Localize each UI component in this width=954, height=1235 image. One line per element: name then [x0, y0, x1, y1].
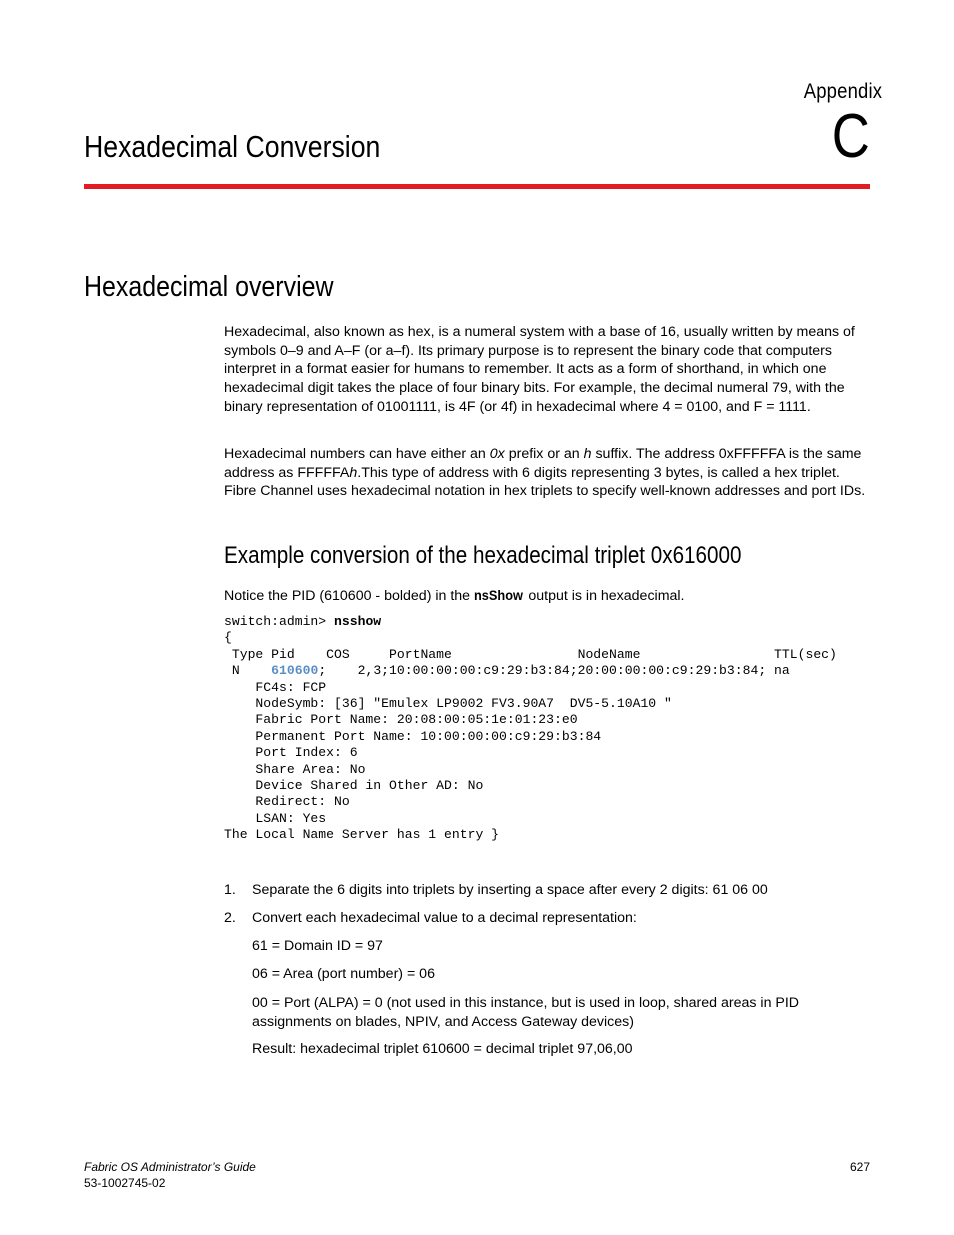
p2-text-e: suffix. The address 0xFFFFFA is the same address as FFFFFA	[224, 446, 862, 481]
appendix-letter: C	[831, 102, 870, 171]
nsshow-command-name: nsShow	[474, 588, 523, 604]
code-prompt: switch:admin>	[224, 614, 335, 629]
p3-text-a: Notice the PID (610600 - bolded) in the	[224, 588, 475, 604]
code-line-lsan: LSAN: Yes	[224, 810, 327, 826]
step-2-area: 06 = Area (port number) = 06	[252, 966, 435, 982]
overview-paragraph-1: Hexadecimal, also known as hex, is a numeral system with a base of 16, usually written by means of symbols 0–9 and A–F (or a–f). Its primary purpose is to represent the binary code that computers interpret in a format easier for humans to remember. It acts as a form of shorthand, in which one hexadecimal digit takes the place of four binary bits. For example, the decimal numeral 79, with the binary representation of 01001111, is 4F (or 4f) in hexadecimal where 4 = 0100, and F = 1111.	[224, 324, 855, 415]
pid-notice-paragraph	[224, 587, 872, 606]
code-line-row	[224, 663, 837, 679]
code-line-fc4s: FC4s: FCP	[224, 679, 327, 695]
step-1-text: Separate the 6 digits into triplets by inserting a space after every 2 digits: 61 06 00	[252, 882, 768, 898]
code-line-port-index: Port Index: 6	[224, 745, 358, 761]
step-2-result: Result: hexadecimal triplet 610600 = decimal triplet 97,06,00	[252, 1041, 633, 1057]
code-line-fabric-port: Fabric Port Name: 20:08:00:05:1e:01:23:e0	[224, 712, 578, 728]
p2-suffix-h: h	[583, 446, 592, 462]
chapter-title: Hexadecimal Conversion	[84, 129, 381, 164]
code-row-pid: 610600	[271, 663, 319, 679]
footer-doc-info	[84, 1160, 256, 1191]
p2-prefix-0x: 0x	[489, 446, 505, 462]
code-row-rest: ; 2,3;10:00:00:00:c9:29:b3:84;20:00:00:00:c9:29:b3:84; na	[318, 663, 790, 679]
p2-text-g: .This type of address with 6 digits representing 3 bytes, is called a hex triplet. Fibre Channel uses hexadecimal notation in hex triplets to specify well-known addresses and port IDs.	[224, 464, 866, 500]
footer-guide-title: Fabric OS Administrator’s Guide	[84, 1160, 256, 1174]
p2-text-a: Hexadecimal numbers can have either an	[224, 446, 490, 462]
step-2-number: 2.	[224, 910, 236, 926]
code-line-header: Type Pid COS PortName NodeName TTL(sec)	[224, 646, 837, 662]
code-line-nodesymb: NodeSymb: [36] "Emulex LP9002 FV3.90A7 DV5-5.10A10 "	[224, 695, 672, 711]
p3-text-b: output is in hexadecimal.	[524, 588, 685, 604]
code-line-prompt	[224, 614, 837, 630]
code-line-end: The Local Name Server has 1 entry }	[224, 827, 500, 843]
title-rule	[84, 184, 870, 189]
code-line-redirect: Redirect: No	[224, 794, 350, 810]
p2-text-c: prefix or an	[504, 446, 584, 462]
step-1-number: 1.	[224, 882, 236, 898]
step-2-text: Convert each hexadecimal value to a decimal representation:	[252, 910, 637, 926]
code-row-prefix: N	[224, 663, 272, 679]
overview-paragraph-2	[224, 445, 872, 501]
p2-suffix-h-2: h	[349, 464, 358, 481]
appendix-label: Appendix	[803, 80, 882, 103]
section-title: Hexadecimal overview	[84, 271, 334, 303]
nsshow-code-block	[224, 614, 837, 843]
step-2-port: 00 = Port (ALPA) = 0 (not used in this instance, but is used in loop, shared areas in PID assignments on blades, NPIV, and Access Gateway devices)	[252, 995, 800, 1030]
footer-page-number: 627	[849, 1160, 870, 1174]
step-2-domain-id: 61 = Domain ID = 97	[252, 938, 383, 954]
footer-doc-number: 53-1002745-02	[84, 1175, 166, 1190]
code-command: nsshow	[334, 614, 382, 629]
code-line-permanent-port: Permanent Port Name: 10:00:00:00:c9:29:b3:84	[224, 728, 602, 744]
code-line-brace: {	[224, 630, 232, 646]
subsection-title: Example conversion of the hexadecimal triplet 0x616000	[224, 542, 742, 569]
code-line-device-shared: Device Shared in Other AD: No	[224, 777, 484, 793]
code-line-share-area: Share Area: No	[224, 761, 366, 777]
